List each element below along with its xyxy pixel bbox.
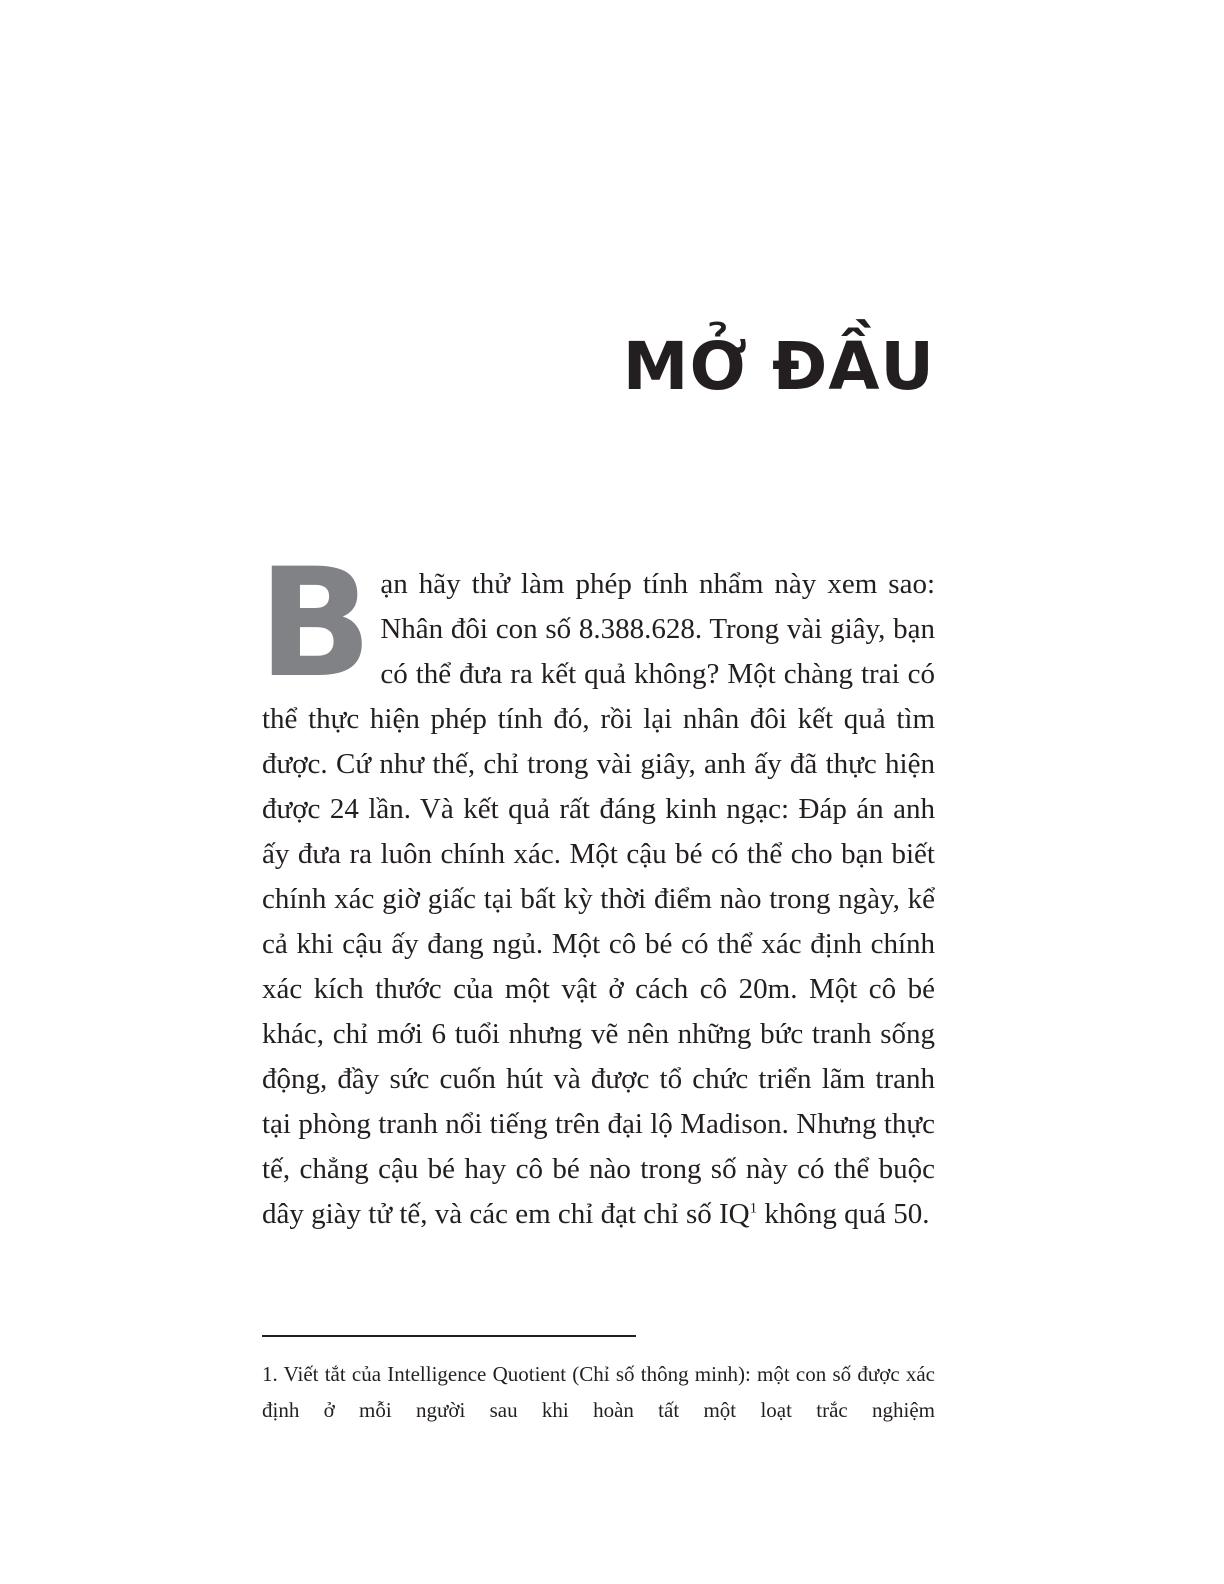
footnote-reference: 1 xyxy=(749,1200,758,1217)
body-text-end: không quá 50. xyxy=(757,1198,930,1230)
footnote: 1. Viết tắt của Intelligence Quotient (Chỉ số thông minh): một con số được xác định ở mỗi người sau khi hoàn tất một loạt trắc nghiệm xyxy=(262,1362,935,1422)
drop-cap: B xyxy=(258,537,373,711)
body-paragraph xyxy=(258,537,935,1237)
chapter-title: MỞ ĐẦU xyxy=(622,328,935,405)
footnote-separator xyxy=(262,1335,636,1337)
body-text-main: ạn hãy thử làm phép tính nhẩm này xem sao: Nhân đôi con số 8.388.628. Trong vài giây, bạn có thể đưa ra kết quả không? Một chàng trai có thể thực hiện phép tính đó, rồi lại nhân đôi kết quả tìm được. Cứ như thế, chỉ trong vài giây, anh ấy đã thực hiện được 24 lần. Và kết quả rất đáng kinh ngạc: Đáp án anh ấy đưa ra luôn chính xác. Một cậu bé có thể cho bạn biết chính xác giờ giấc tại bất kỳ thời điểm nào trong ngày, kể cả khi cậu ấy đang ngủ. Một cô bé có thể xác định chính xác kích thước của một vật ở cách cô 20m. Một cô bé khác, chỉ mới 6 tuổi nhưng vẽ nên những bức tranh sống động, đầy sức cuốn hút và được tổ chức triển lãm tranh tại phòng tranh nổi tiếng trên đại lộ Madison. Nhưng thực tế, chẳng cậu bé hay cô bé nào trong số này có thể buộc dây giày tử tế, và các em chỉ đạt chỉ số IQ xyxy=(262,568,935,1230)
